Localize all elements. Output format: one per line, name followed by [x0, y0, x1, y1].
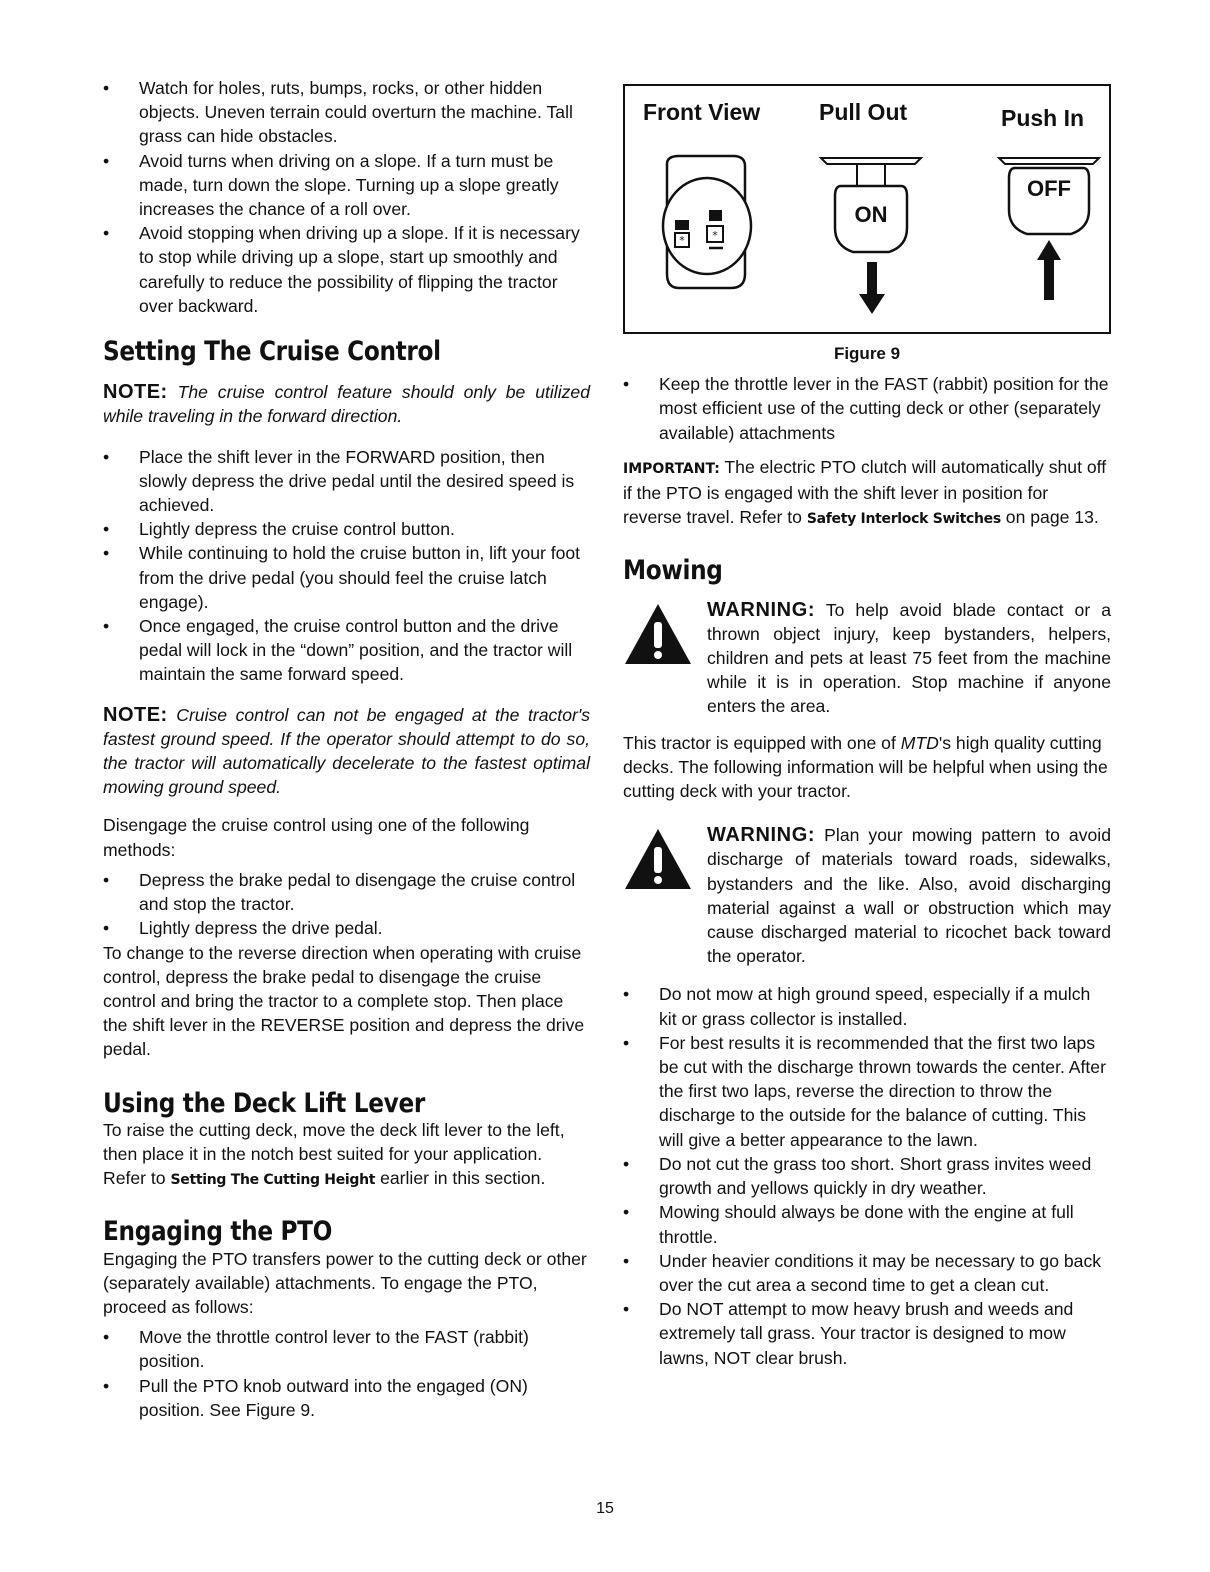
warning-label: WARNING: — [707, 598, 816, 621]
deck-lift-text — [103, 1118, 590, 1193]
section-heading-cruise: Setting The Cruise Control — [103, 336, 441, 368]
note-fastest-speed — [103, 703, 590, 800]
list-item: • Do not cut the grass too short. Short grass invites weed growth and yellows quickly in dry weather. — [623, 1152, 1111, 1200]
right-column — [623, 84, 1111, 1370]
list-item: • For best results it is recommended that the first two laps be cut with the discharge thrown towards the center. After the first two laps, reverse the direction to throw the discharge to the outside for the balance of cutting. This will give a better appearance to the lawn. — [623, 1031, 1111, 1152]
note-text: The cruise control feature should only be utilized while traveling in the forward direction. — [103, 382, 590, 427]
warning-triangle-icon — [623, 602, 693, 666]
important-after: on page 13. — [1000, 507, 1099, 528]
section-heading-mowing: Mowing — [623, 555, 723, 587]
pto-knob-pull-out-icon — [817, 156, 927, 326]
pto-knob-front-icon — [655, 154, 755, 294]
brand-name: MTD — [900, 732, 939, 753]
mowing-intro-start: This tractor is equipped with one of — [623, 732, 901, 753]
note-label: NOTE: — [103, 381, 168, 404]
important-text: The electric PTO clutch will automatically shut off if the PTO is engaged with the shift lever in position for reverse travel. Refer to — [623, 456, 1107, 528]
pto-knob-push-in-icon — [995, 156, 1105, 316]
figure-label-pull-out: Pull Out — [819, 99, 908, 125]
mowing-intro-end: 's high quality cutting decks. The following information will be helpful when using the cutting deck with your tractor. — [623, 732, 1108, 802]
cutting-height-ref: Setting The Cutting Height — [170, 1172, 376, 1189]
warning-label: WARNING: — [707, 824, 816, 847]
deck-lift-text-start: To raise the cutting deck, move the deck lift lever to the left, then place it in the notch best suited for your application. Refer to — [103, 1119, 565, 1189]
list-item: • Mowing should always be done with the engine at full throttle. — [623, 1200, 1111, 1248]
warning-triangle-icon — [623, 827, 693, 891]
figure-label-front-view: Front View — [643, 99, 761, 125]
warning-text: To help avoid blade contact or a thrown object injury, keep bystanders, helpers, children and pets at least 75 feet from the machine while it is in operation. Stop machine if anyone enters the area. — [707, 599, 1111, 717]
disengage-intro: Disengage the cruise control using one of the following methods: — [103, 815, 530, 860]
deck-lift-text-end: earlier in this section. — [375, 1168, 546, 1189]
off-label: OFF — [1027, 176, 1071, 201]
important-note — [623, 455, 1111, 532]
pto-intro: Engaging the PTO transfers power to the cutting deck or other (separately available) attachments. To engage the PTO, proceed as follows: — [103, 1248, 587, 1317]
list-item: • Under heavier conditions it may be necessary to go back over the cut area a second time to get a clean cut. — [623, 1249, 1111, 1297]
list-item: • Depress the brake pedal to disengage the cruise control and stop the tractor. — [103, 868, 590, 916]
note-forward-only — [103, 380, 590, 428]
list-item: • Lightly depress the cruise control button. — [103, 517, 590, 541]
figure-caption: Figure 9 — [833, 344, 901, 363]
figure-9 — [623, 84, 1111, 334]
section-heading-pto: Engaging the PTO — [103, 1216, 333, 1248]
list-item: • While continuing to hold the cruise button in, lift your foot from the drive pedal (you should feel the cruise latch engage). — [103, 541, 590, 614]
warning-blade-contact — [623, 598, 1111, 719]
pto-steps-list — [103, 1325, 590, 1422]
mowing-tips-list — [623, 982, 1111, 1369]
reverse-instructions: To change to the reverse direction when operating with cruise control, depress the brake pedal to disengage the cruise control and bring the tractor to a complete stop. Then place the shift lever in the REVERSE position and depress the drive pedal. — [103, 942, 585, 1060]
important-label: IMPORTANT: — [623, 460, 720, 477]
list-item: • Once engaged, the cruise control button and the drive pedal will lock in the “down” position, and the tractor will maintain the same forward speed. — [103, 614, 590, 687]
slope-safety-list — [103, 76, 590, 318]
svg-text:*: * — [712, 229, 718, 242]
cruise-steps-list — [103, 445, 590, 687]
list-item: • Pull the PTO knob outward into the engaged (ON) position. See Figure 9. — [103, 1374, 590, 1422]
disengage-list — [103, 868, 590, 941]
list-item: • Avoid turns when driving on a slope. If a turn must be made, turn down the slope. Turning up a slope greatly increases the chance of a roll over. — [103, 149, 590, 222]
list-item: • Keep the throttle lever in the FAST (rabbit) position for the most efficient use of the cutting deck or other (separately available) attachments — [623, 372, 1111, 445]
warning-discharge — [623, 823, 1111, 968]
on-label: ON — [854, 202, 888, 227]
page-number: 15 — [596, 1500, 614, 1517]
left-column — [103, 76, 590, 1422]
section-heading-deck-lift: Using the Deck Lift Lever — [103, 1087, 425, 1119]
note-label: NOTE: — [103, 703, 168, 726]
list-item: • Avoid stopping when driving up a slope. If it is necessary to stop while driving up a slope, start up smoothly and carefully to reduce the possibility of flipping the tractor over backward. — [103, 221, 590, 318]
list-item: • Move the throttle control lever to the FAST (rabbit) position. — [103, 1325, 590, 1373]
list-item: • Do not mow at high ground speed, especially if a mulch kit or grass collector is installed. — [623, 982, 1111, 1030]
list-item: • Do NOT attempt to mow heavy brush and weeds and extremely tall grass. Your tractor is designed to mow lawns, NOT clear brush. — [623, 1297, 1111, 1370]
warning-text: Plan your mowing pattern to avoid discharge of materials toward roads, sidewalks, bystanders and the like. Also, avoid discharging material against a wall or obstruction which may cause discharged material to ricochet back toward the operator. — [707, 825, 1111, 967]
list-item: • Place the shift lever in the FORWARD position, then slowly depress the drive pedal until the desired speed is achieved. — [103, 445, 590, 518]
mowing-intro — [623, 731, 1111, 804]
throttle-list — [623, 372, 1111, 445]
interlock-ref: Safety Interlock Switches — [806, 511, 1001, 528]
list-item: • Watch for holes, ruts, bumps, rocks, or other hidden objects. Uneven terrain could overturn the machine. Tall grass can hide obstacles. — [103, 76, 590, 149]
note-text: Cruise control can not be engaged at the tractor's fastest ground speed. If the operator should attempt to do so, the tractor will automatically decelerate to the fastest optimal mowing ground speed. — [103, 704, 590, 798]
list-item: • Lightly depress the drive pedal. — [103, 916, 590, 940]
figure-label-push-in: Push In — [1001, 105, 1085, 131]
svg-text:*: * — [679, 234, 685, 247]
